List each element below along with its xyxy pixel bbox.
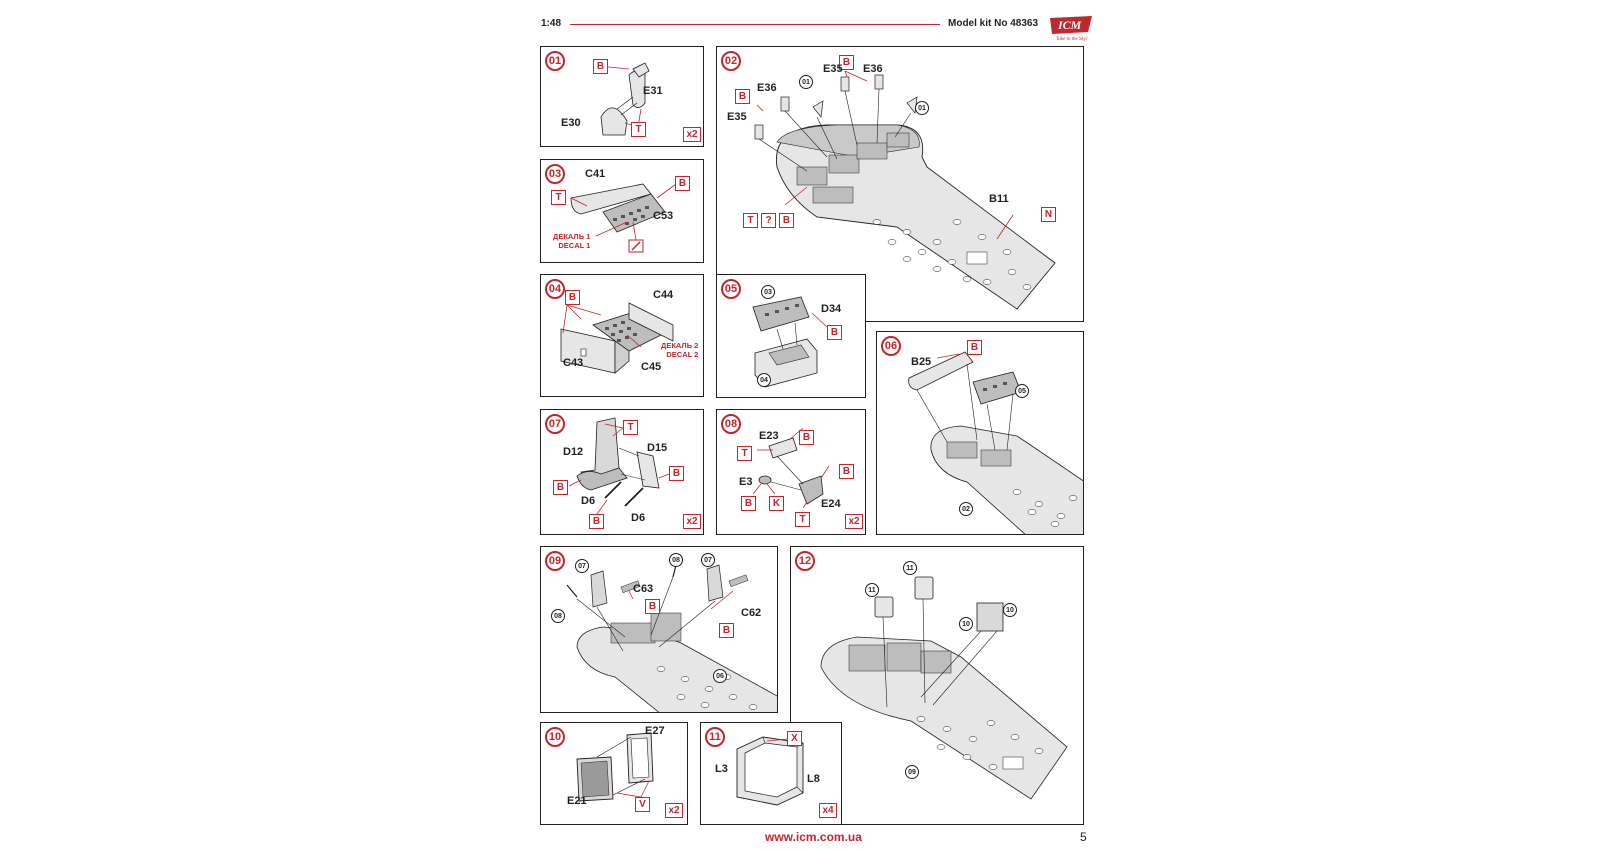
paint-code-v: V <box>635 797 650 812</box>
part-label-l8: L8 <box>807 773 820 785</box>
paint-code-n: N <box>1041 207 1056 222</box>
step-01-drawing <box>541 47 704 147</box>
paint-code-b: B <box>827 325 842 340</box>
quantity-badge: x2 <box>665 803 683 818</box>
ref-step-02: 02 <box>959 502 973 516</box>
panel-step-05 <box>716 274 866 398</box>
part-label-c45: C45 <box>641 361 662 373</box>
paint-code-t: T <box>631 122 646 137</box>
paint-code-t: T <box>737 446 752 461</box>
step-number: 07 <box>545 414 565 434</box>
footer-url[interactable]: www.icm.com.ua <box>765 830 862 844</box>
part-label-e36: E36 <box>757 82 777 94</box>
part-label-e36: E36 <box>863 63 883 75</box>
scale-label: 1:48 <box>541 18 562 29</box>
paint-code-x: X <box>787 731 802 746</box>
decal-callout <box>661 341 698 359</box>
part-label-e24: E24 <box>821 498 841 510</box>
ref-step-04: 04 <box>757 373 771 387</box>
panel-step-01 <box>540 46 704 147</box>
decal-callout <box>553 232 590 250</box>
icm-logo <box>1048 14 1094 42</box>
paint-code-b: B <box>669 466 684 481</box>
quantity-badge: x2 <box>845 514 863 529</box>
decal-ru: ДЕКАЛЬ 2 <box>661 341 699 350</box>
logo-text: ICM <box>1058 18 1082 32</box>
quantity-badge: x4 <box>819 803 837 818</box>
panel-step-10 <box>540 722 688 825</box>
step-number: 01 <box>545 51 565 71</box>
panel-step-09 <box>540 546 778 713</box>
part-label-d15: D15 <box>647 442 668 454</box>
part-label-e21: E21 <box>567 795 587 807</box>
ref-step-01: 01 <box>799 75 813 89</box>
paint-code-b: B <box>799 430 814 445</box>
part-label-c63: C63 <box>633 583 654 595</box>
part-label-b11: B11 <box>989 193 1009 205</box>
kit-number: Model kit No 48363 <box>948 18 1039 29</box>
ref-step-06: 06 <box>713 669 727 683</box>
part-label-d6: D6 <box>581 495 596 507</box>
part-label-c44: C44 <box>653 289 674 301</box>
paint-code-b: B <box>589 514 604 529</box>
paint-code-b: B <box>593 59 608 74</box>
ref-step-08: 08 <box>551 609 565 623</box>
paint-code-t: T <box>551 190 566 205</box>
decal-ru: ДЕКАЛЬ 1 <box>553 232 591 241</box>
header-rule <box>570 24 940 25</box>
step-number: 12 <box>795 551 815 571</box>
ref-step-08: 08 <box>669 553 683 567</box>
paint-code-b: B <box>645 599 660 614</box>
part-label-e30: E30 <box>561 117 581 129</box>
quantity-badge: x2 <box>683 514 701 529</box>
paint-code-t: T <box>743 213 758 228</box>
panel-step-08 <box>716 409 866 535</box>
panel-step-04 <box>540 274 704 397</box>
step-number: 04 <box>545 279 565 299</box>
panel-step-11 <box>700 722 842 825</box>
page-number: 5 <box>1080 830 1087 844</box>
step-09-drawing <box>541 547 778 713</box>
part-label-c43: C43 <box>563 357 584 369</box>
paint-code-b: B <box>779 213 794 228</box>
paint-code-b: B <box>675 176 690 191</box>
step-number: 08 <box>721 414 741 434</box>
part-label-e27: E27 <box>645 725 665 737</box>
part-label-l3: L3 <box>715 763 728 775</box>
panel-step-03 <box>540 159 704 263</box>
paint-code-k: K <box>769 496 784 511</box>
ref-step-03: 03 <box>761 285 775 299</box>
logo-tagline: Take to the Sky! <box>1056 37 1088 42</box>
ref-step-07: 07 <box>575 559 589 573</box>
paint-code-t: T <box>623 420 638 435</box>
step-06-drawing <box>877 332 1084 535</box>
step-number: 02 <box>721 51 741 71</box>
ref-step-07: 07 <box>701 553 715 567</box>
ref-step-11: 11 <box>903 561 917 575</box>
part-label-e31: E31 <box>643 85 663 97</box>
paint-code-b: B <box>839 55 854 70</box>
ref-step-11: 11 <box>865 583 879 597</box>
paint-code-b: B <box>839 464 854 479</box>
paint-code-b: B <box>967 340 982 355</box>
step-number: 10 <box>545 727 565 747</box>
part-label-d12: D12 <box>563 446 584 458</box>
part-label-e35: E35 <box>823 63 843 75</box>
panel-step-06 <box>876 331 1084 535</box>
part-label-e35: E35 <box>727 111 747 123</box>
step-number: 03 <box>545 164 565 184</box>
paint-code-b: B <box>719 623 734 638</box>
ref-step-09: 09 <box>905 765 919 779</box>
step-number: 06 <box>881 336 901 356</box>
part-label-d6: D6 <box>631 512 646 524</box>
paint-code-b: B <box>741 496 756 511</box>
ref-step-10: 10 <box>959 617 973 631</box>
decal-en: DECAL 2 <box>666 350 699 359</box>
part-label-d34: D34 <box>821 303 842 315</box>
part-label-c62: C62 <box>741 607 762 619</box>
paint-code-b: B <box>735 89 750 104</box>
part-label-e3: E3 <box>739 476 753 488</box>
step-number: 11 <box>705 727 725 747</box>
paint-code-t: T <box>795 512 810 527</box>
paint-code-b: B <box>565 290 580 305</box>
ref-step-05: 05 <box>1015 384 1029 398</box>
ref-step-01: 01 <box>915 101 929 115</box>
quantity-badge: x2 <box>683 127 701 142</box>
part-label-c41: C41 <box>585 168 606 180</box>
paint-code-b: B <box>553 480 568 495</box>
ref-step-10: 10 <box>1003 603 1017 617</box>
part-label-e23: E23 <box>759 430 779 442</box>
step-number: 09 <box>545 551 565 571</box>
part-label-c53: C53 <box>653 210 674 222</box>
decal-en: DECAL 1 <box>558 241 591 250</box>
step-number: 05 <box>721 279 741 299</box>
part-label-b25: B25 <box>911 356 932 368</box>
panel-step-07 <box>540 409 704 535</box>
paint-code-question: ? <box>761 213 776 228</box>
